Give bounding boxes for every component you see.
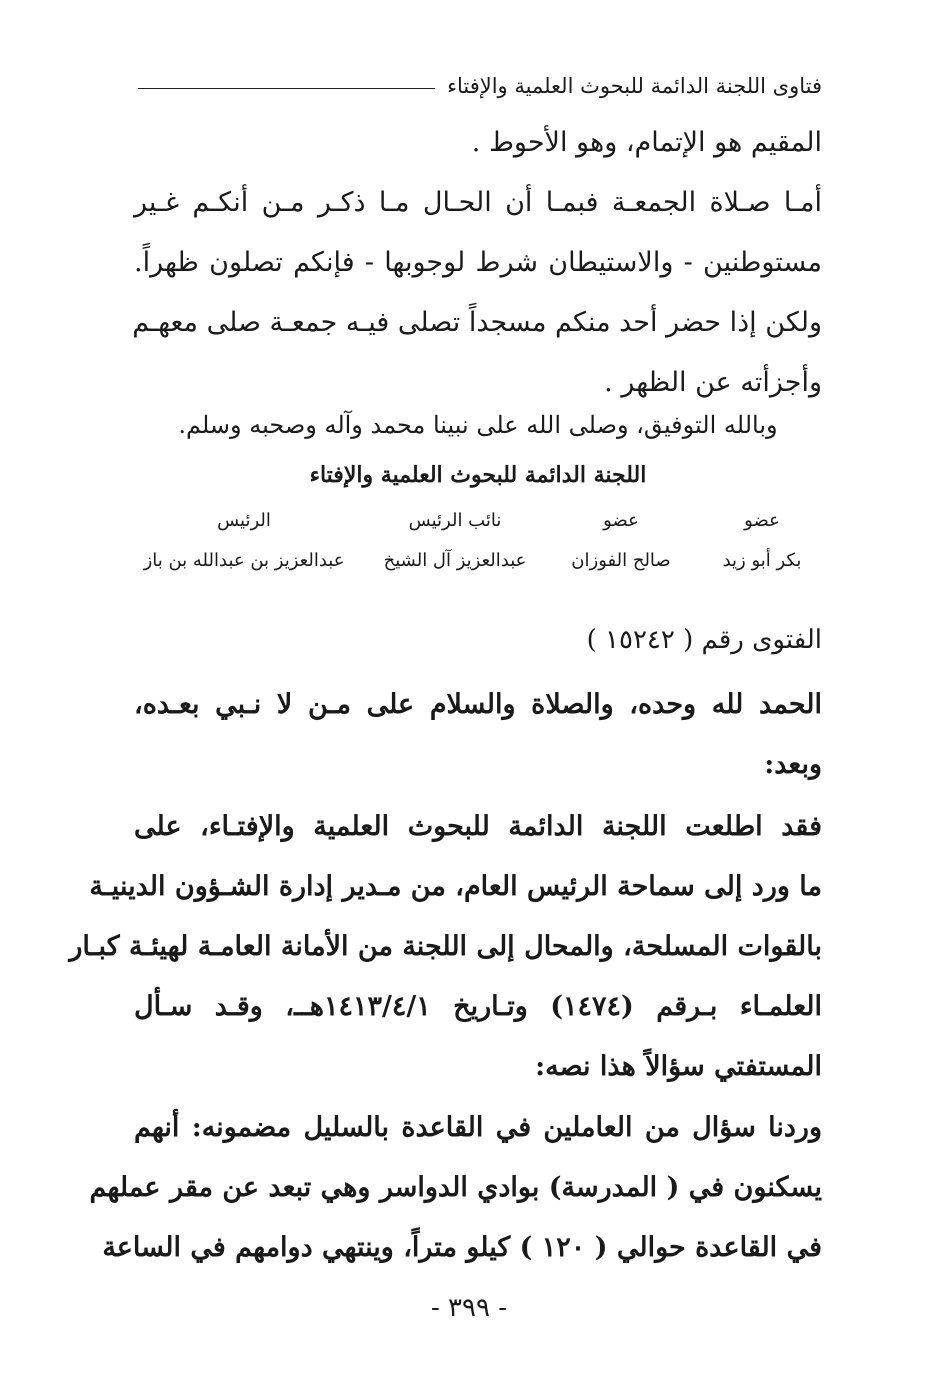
paragraph-referral bbox=[69, 797, 822, 1097]
fatwa-number: الفتوى رقم ( ١٥٢٤٢ ) bbox=[586, 625, 822, 655]
running-title: فتاوى اللجنة الدائمة للبحوث العلمية والإفتاء bbox=[447, 74, 822, 98]
text-line: بالقوات المسلحة، والمحال إلى اللجنة من الأمانة العامـة لهيئـة كبـار bbox=[69, 931, 822, 962]
text-line: ولكن إذا حضر أحد منكم مسجداً تصلى فيـه جمعـة صلى معهـم bbox=[132, 307, 822, 338]
page-number: - ٣٩٩ - bbox=[430, 1293, 508, 1323]
text-line: المقيم هو الإتمام، وهو الأحوط . bbox=[471, 127, 822, 158]
paragraph-question bbox=[89, 1098, 822, 1278]
running-header bbox=[138, 66, 822, 106]
member-name: بكر أبو زيد bbox=[722, 550, 802, 571]
text-line: وأجزأته عن الظهر . bbox=[604, 367, 822, 398]
text-line: فقد اطلعت اللجنة الدائمة للبحوث العلمية والإفتـاء، على bbox=[134, 811, 822, 842]
closing-formula: وبالله التوفيق، وصلى الله على نبينا محمد وآله وصحبه وسلم. bbox=[178, 411, 778, 439]
member-role: الرئيس bbox=[217, 510, 271, 531]
member-role: عضو bbox=[603, 510, 639, 531]
text-line: وبعد: bbox=[764, 749, 822, 780]
member-name: عبدالعزيز آل الشيخ bbox=[383, 550, 527, 571]
member-name: عبدالعزيز بن عبدالله بن باز bbox=[143, 550, 345, 571]
text-line: العلمـاء بـرقم (١٤٧٤) وتـاريخ ١٤١٣/٤/١هــ، وقـد سـأل bbox=[134, 991, 822, 1022]
header-rule bbox=[138, 88, 435, 89]
signatory-titles bbox=[134, 510, 822, 531]
paragraph-opening bbox=[134, 675, 822, 795]
text-line: مستوطنين - والاستيطان شرط لوجوبها - فإنكم تصلون ظهراً. bbox=[134, 247, 822, 278]
text-line: يسكنون في ( المدرسة) بوادي الدواسر وهي تبعد عن مقر عملهم bbox=[89, 1172, 822, 1203]
paragraph-prayer-ruling bbox=[134, 113, 822, 413]
member-role: نائب الرئيس bbox=[408, 510, 502, 531]
text-line: وردنا سؤال من العاملين في القاعدة بالسليل مضمونه: أنهم bbox=[134, 1112, 822, 1143]
text-line: المستفتي سؤالاً هذا نصه: bbox=[535, 1051, 822, 1082]
text-line: ما ورد إلى سماحة الرئيس العام، من مـدير إدارة الشـؤون الدينيـة bbox=[89, 871, 822, 902]
member-name: صالح الفوزان bbox=[571, 550, 671, 571]
signatory-names bbox=[134, 550, 822, 571]
text-line: في القاعدة حوالي ( ١٢٠ ) كيلو متراً، وينتهي دوامهم في الساعة bbox=[102, 1232, 822, 1263]
member-role: عضو bbox=[744, 510, 780, 531]
text-line: أمـا صـلاة الجمعـة فبمـا أن الحـال مـا ذكـر مـن أنكـم غـير bbox=[134, 187, 822, 218]
text-line: الحمد لله وحده، والصلاة والسلام على مـن لا نـبي بعـده، bbox=[134, 689, 822, 720]
committee-name: اللجنة الدائمة للبحوث العلمية والإفتاء bbox=[309, 462, 647, 488]
